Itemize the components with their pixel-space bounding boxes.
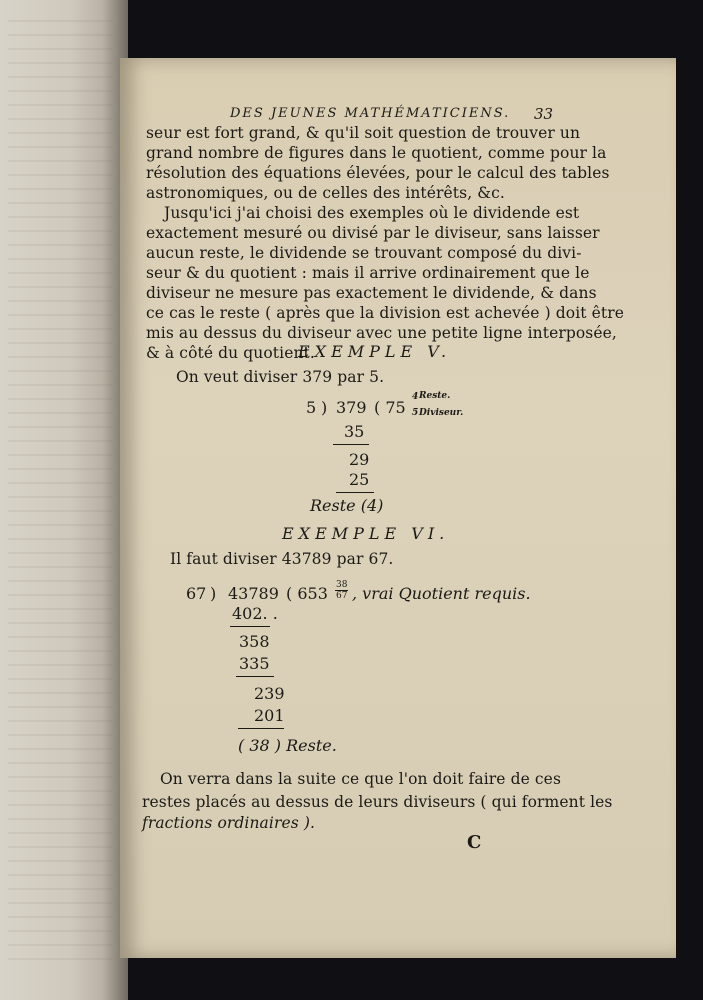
ex5-step: 29 — [349, 450, 370, 469]
ex6-quotient-note: , vrai Quotient requis. — [352, 584, 531, 603]
example-5-title: EXEMPLE V. — [298, 342, 452, 361]
text-line: & à côté du quotient. — [146, 344, 315, 362]
ex6-rule — [230, 626, 270, 627]
example-5-intro: On veut diviser 379 par 5. — [176, 368, 385, 386]
text-line: grand nombre de figures dans le quotient, comme pour la — [146, 144, 607, 162]
ex5-rule — [333, 444, 369, 445]
text-line: seur & du quotient : mais il arrive ordinairement que le — [146, 264, 590, 282]
ex6-reste: ( 38 ) Reste. — [238, 736, 337, 755]
ex5-rule — [336, 492, 374, 493]
example-6-title: EXEMPLE VI. — [282, 524, 450, 543]
text-line: mis au dessus du diviseur avec une petite ligne interposée, — [146, 324, 617, 342]
text-line: fractions ordinaires ). — [142, 814, 315, 832]
text-line: astronomiques, ou de celles des intérêts, &c. — [146, 184, 505, 202]
left-page-text-bleed — [8, 20, 113, 970]
ex6-fraction — [335, 580, 348, 601]
ex6-divisor: 67 — [186, 584, 207, 603]
book-page — [120, 58, 676, 958]
left-facing-page — [0, 0, 128, 1000]
page-number: 33 — [534, 105, 554, 123]
ex6-step: 335 — [239, 654, 270, 673]
ex6-dividend: 43789 — [228, 584, 279, 603]
text-line: aucun reste, le dividende se trouvant composé du divi- — [146, 244, 582, 262]
ex6-step: 201 — [254, 706, 285, 725]
ex6-step: 239 — [254, 684, 285, 703]
text-line: résolution des équations élevées, pour le calcul des tables — [146, 164, 610, 182]
text-line: seur est fort grand, & qu'il soit question de trouver un — [146, 124, 581, 142]
ex5-quotient: ( 75 — [374, 398, 406, 417]
ex6-frac-den: 67 — [336, 591, 348, 601]
text-line: exactement mesuré ou divisé par le diviseur, sans laisser — [146, 224, 600, 242]
ex5-divisor: 5 — [306, 398, 317, 417]
example-6-intro: Il faut diviser 43789 par 67. — [170, 550, 394, 568]
text-line: diviseur ne mesure pas exactement le dividende, & dans — [146, 284, 597, 302]
ex5-remainder-label: Reste. — [419, 391, 451, 401]
signature-mark: C — [467, 832, 482, 853]
text-line: On verra dans la suite ce que l'on doit faire de ces — [160, 770, 561, 788]
ex6-frac-num: 38 — [336, 580, 348, 590]
text-line: restes placés au dessus de leurs diviseurs ( qui forment les — [142, 793, 613, 811]
ex6-paren: ) — [210, 584, 217, 603]
running-header: DES JEUNES MATHÉMATICIENS. — [230, 106, 511, 121]
ex5-step: 25 — [349, 470, 370, 489]
ex6-quotient: ( 653 — [286, 584, 328, 603]
ex5-divisor-den: 5 — [412, 408, 419, 418]
ex5-paren: ) — [321, 398, 328, 417]
ex6-rule — [236, 676, 274, 677]
ex5-divisor-label: Diviseur. — [419, 408, 464, 418]
ex6-step: 402. . — [232, 604, 278, 623]
ex5-step: 35 — [344, 422, 365, 441]
ex6-rule — [238, 728, 284, 729]
ex5-reste: Reste (4) — [310, 496, 384, 515]
ex5-remainder-num: 4 — [412, 392, 419, 402]
text-line: ce cas le reste ( après que la division est achevée ) doit être — [146, 304, 624, 322]
ex6-step: 358 — [239, 632, 270, 651]
text-line: Jusqu'ici j'ai choisi des exemples où le dividende est — [164, 204, 580, 222]
ex5-dividend: 379 — [336, 398, 367, 417]
